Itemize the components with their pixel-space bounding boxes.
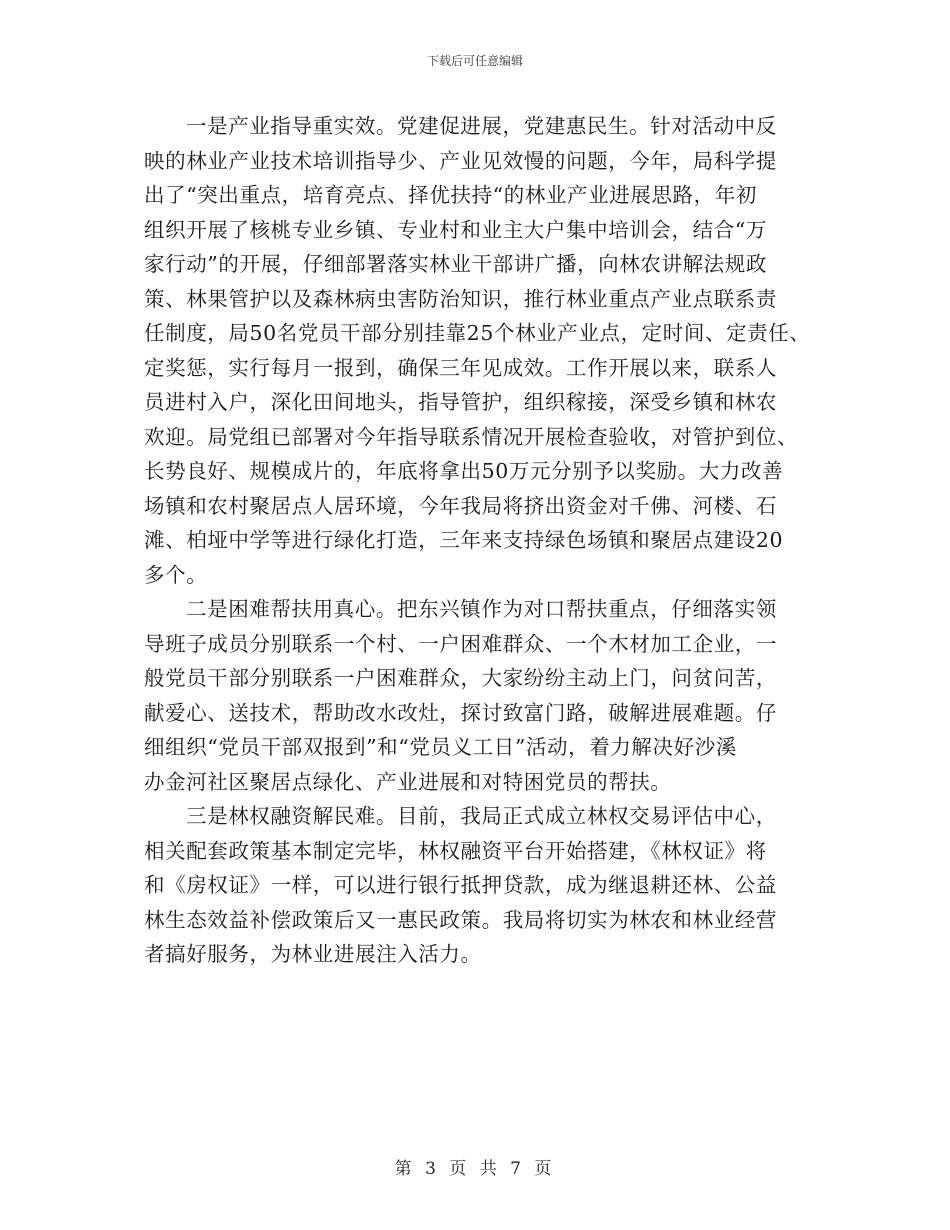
text-line: 家行动”的开展，仔细部署落实林业干部讲广播，向林农讲解法规政 bbox=[144, 252, 767, 276]
text-line: 办金河社区聚居点绿化、产业进展和对特困党员的帮扶。 bbox=[144, 769, 672, 794]
text-line: 定奖惩，实行每月一报到，确保三年见成效。工作开展以来，联系人 bbox=[144, 355, 777, 380]
paragraph-first-line: 三是林权融资解民难。目前，我局正式成立林权交易评估中心， bbox=[186, 804, 777, 828]
text-line: 细组织“党员干部双报到”和“党员义工日”活动，着力解决好沙溪 bbox=[144, 735, 737, 759]
page-header: 下载后可任意编辑 bbox=[426, 54, 523, 68]
text-line: 映的林业产业技术培训指导少、产业见效慢的问题，今年，局科学提 bbox=[144, 148, 777, 173]
text-line: 滩、柏垭中学等进行绿化打造，三年来支持绿色场镇和聚居点建设20 bbox=[144, 528, 784, 552]
text-line: 组织开展了核桃专业乡镇、专业村和业主大户集中培训会，结合“万 bbox=[144, 217, 767, 242]
text-line: 多个。 bbox=[144, 562, 208, 587]
text-line: 献爱心、送技术，帮助改水改灶，探讨致富门路，破解进展难题。仔 bbox=[144, 700, 777, 725]
text-line: 般党员干部分别联系一户困难群众，大家纷纷主动上门，问贫问苦， bbox=[144, 666, 777, 690]
text-line: 欢迎。局党组已部署对今年指导联系情况开展检查验收，对管护到位、 bbox=[144, 424, 799, 449]
text-line: 导班子成员分别联系一个村、一户困难群众、一个木材加工企业，一 bbox=[144, 631, 777, 656]
paragraph-first-line: 二是困难帮扶用真心。把东兴镇作为对口帮扶重点，仔细落实领 bbox=[186, 597, 777, 621]
text-line: 和《房权证》一样，可以进行银行抵押贷款，成为继退耕还林、公益 bbox=[144, 873, 777, 897]
paragraph-first-line: 一是产业指导重实效。党建促进展，党建惠民生。针对活动中反 bbox=[186, 114, 777, 138]
text-line: 场镇和农村聚居点人居环境，今年我局将挤出资金对千佛、河楼、石 bbox=[144, 493, 777, 518]
page-footer: 第 3 页 共 7 页 bbox=[394, 1159, 556, 1179]
text-line: 员进村入户，深化田间地头，指导管护，组织稼接，深受乡镇和林农 bbox=[144, 390, 777, 414]
text-line: 策、林果管护以及森林病虫害防治知识，推行林业重点产业点联系责 bbox=[144, 286, 777, 311]
text-line: 长势良好、规模成片的，年底将拿出50万元分别予以奖励。大力改善 bbox=[144, 459, 784, 483]
text-line: 任制度，局50名党员干部分别挂靠25个林业产业点，定时间、定责任、 bbox=[144, 321, 811, 345]
text-line: 林生态效益补偿政策后又一惠民政策。我局将切实为林农和林业经营 bbox=[144, 907, 777, 932]
document-body bbox=[144, 109, 824, 972]
text-line: 者搞好服务，为林业进展注入活力。 bbox=[144, 942, 482, 966]
text-line: 出了“突出重点，培育亮点、择优扶持“的林业产业进展思路，年初 bbox=[144, 183, 757, 207]
text-line: 相关配套政策基本制定完毕，林权融资平台开始搭建，《林权证》将 bbox=[144, 838, 767, 863]
